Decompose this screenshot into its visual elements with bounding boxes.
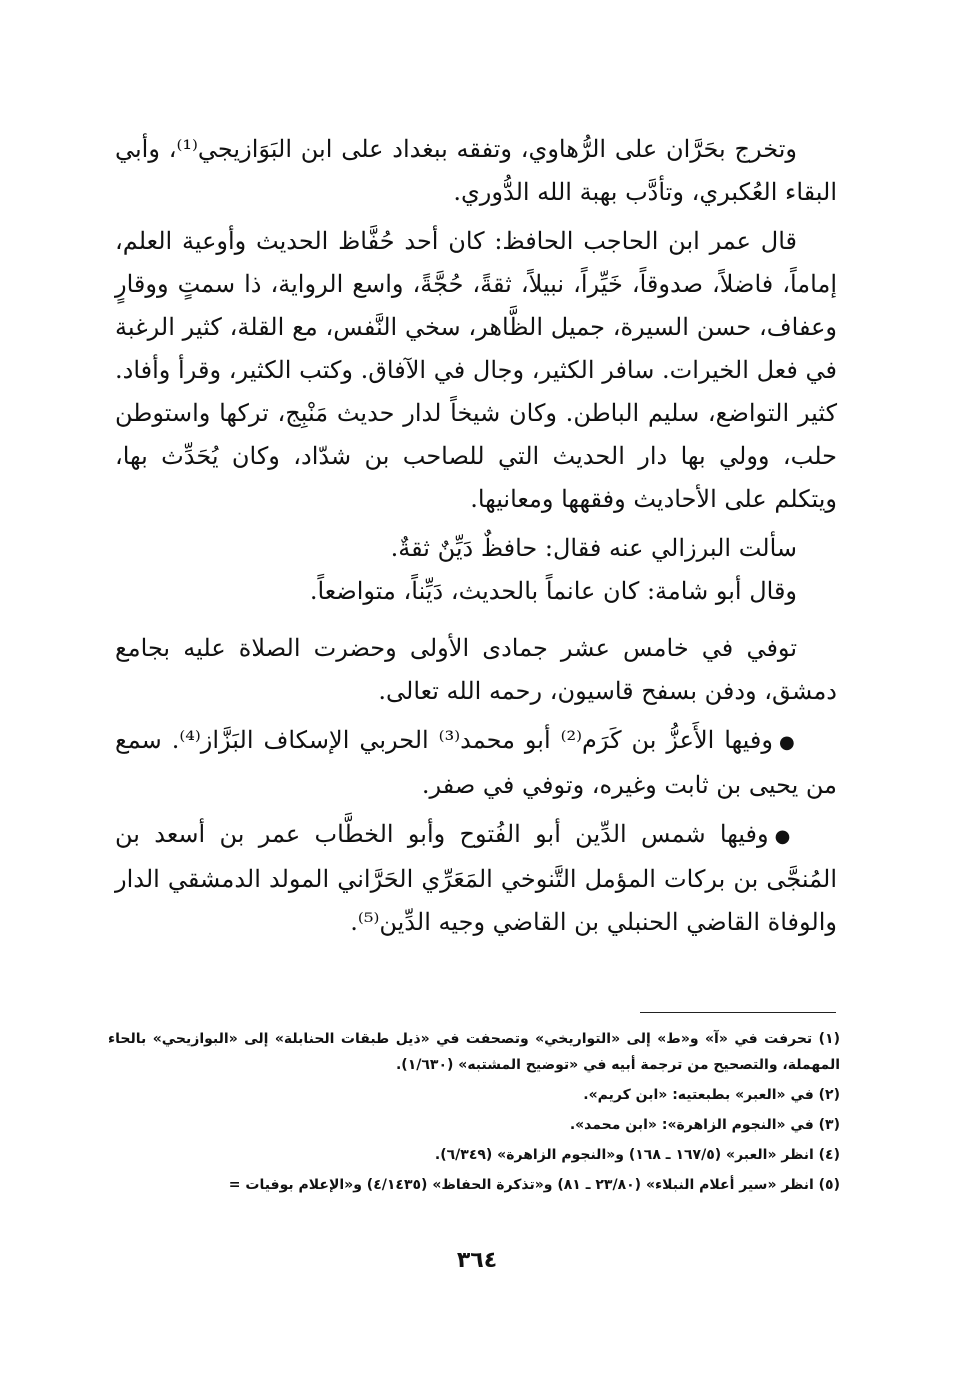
footnote-1: (١) تحرفت في «آ» و«ط» إلى «التواريخي» وتصحفت في «ذيل طبقات الحنابلة» إلى «البوازيحي» بالحاء المهملة، والتصحيح من ترجمة أبيه في «توضيح المشتبه» (١/٦٣٠).	[108, 1031, 840, 1073]
bullet-entry-1	[115, 719, 837, 807]
footnote-2: (٢) في «العبر» بطبعتيه: «ابن كريم».	[583, 1087, 840, 1103]
bullet-entry-2-text: وفيها شمس الدِّين أبو الفُتوح وأبو الخطَّاب عمر بن أسعد بن المُنجَّى بن بركات المؤمل التَّنوخي المَعَرِّي الحَرَّاني المولد الدمشقي الدار والوفاة القاضي الحنبلي بن القاضي وجيه الدِّين⁽⁵⁾.	[115, 820, 837, 936]
footnote-4: (٤) انظر «العبر» (١٦٧/٥ ـ ١٦٨) و«النجوم الزاهرة» (٦/٣٤٩).	[434, 1147, 840, 1163]
footnote-divider	[640, 1012, 836, 1013]
footnotes	[108, 1026, 840, 1202]
paragraph-5: توفي في خامس عشر جمادى الأولى وحضرت الصلاة عليه بجامع دمشق، ودفن بسفح قاسيون، رحمه الله تعالى.	[115, 634, 837, 705]
footnote-5: (٥) انظر «سير أعلام النبلاء» (٢٣/٨٠ ـ ٨١) و«تذكرة الحفاظ» (٤/١٤٣٥) و«الإعلام بوفيات =	[228, 1177, 840, 1193]
paragraph-2: قال عمر ابن الحاجب الحافظ: كان أحد حُفَّاظ الحديث وأوعية العلم، إماماً، فاضلاً، صدوقاً، خَيِّراً، نبيلاً، ثقةً، حُجَّةً، واسع الرواية، ذا سمتٍ ووقارٍ وعفاف، حسن السيرة، جميل الظَّاهر، سخي النَّفس، مع القلة، كثير الرغبة في فعل الخيرات. سافر الكثير، وجال في الآفاق. وكتب الكثير، وقرأ وأفاد. كثير التواضع، سليم الباطن. وكان شيخاً لدار حديث مَنْبِج، تركها واستوطن حلب، وولي بها دار الحديث التي للصاحب بن شدّاد، وكان يُحَدِّث بها، ويتكلم على الأحاديث وفقهها ومعانيها.	[115, 227, 838, 513]
paragraph-3: سألت البرزالي عنه فقال: حافظٌ دَيِّنٌ ثقةٌ.	[390, 534, 797, 562]
paragraph-4: وقال أبو شامة: كان عانماً بالحديث، دَيِّناً، متواضعاً.	[309, 577, 797, 605]
main-text	[115, 128, 837, 950]
bullet-entry-1-text: وفيها الأَعزُّ بن كَرَم⁽²⁾ أبو محمد⁽³⁾ الحربي الإسكاف البَزَّاز⁽⁴⁾. سمع من يحيى بن ثابت وغيره، وتوفي في صفر.	[115, 726, 837, 799]
page-number: ٣٦٤	[456, 1248, 498, 1273]
bullet-entry-2	[115, 813, 837, 944]
paragraph-1: وتخرج بحَرَّان على الرُّهاوي، وتفقه ببغداد على ابن البَوَازيجي⁽¹⁾، وأبي البقاء العُكبري، وتأدَّب بهبة الله الدُّوري.	[115, 135, 837, 206]
footnote-3: (٣) في «النجوم الزاهرة»: «ابن محمد».	[569, 1117, 840, 1133]
bullet-icon: ●	[774, 826, 797, 847]
bullet-icon: ●	[778, 732, 797, 753]
